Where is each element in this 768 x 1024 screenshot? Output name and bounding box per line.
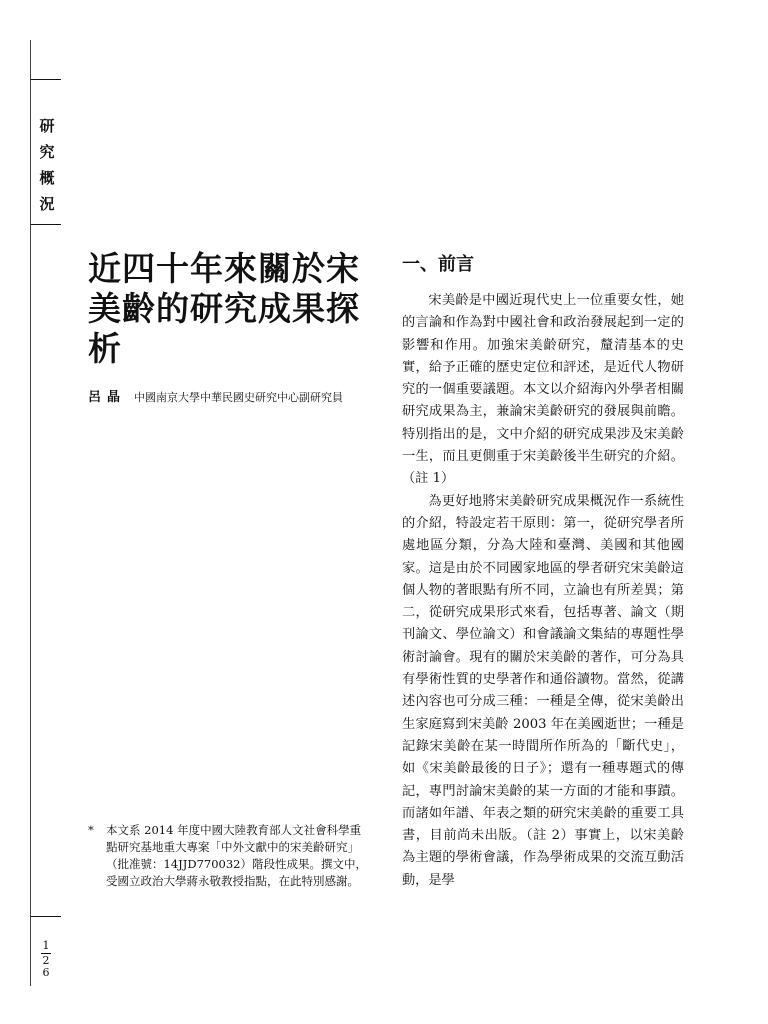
- footnote: [88, 822, 368, 890]
- body-text: [402, 290, 684, 892]
- footnote-text: 本文系 2014 年度中國大陸教育部人文社會科學重點研究基地重大專案「中外文獻中的宋美齡研究」（批准號：14JJD770032）階段性成果。撰文中，受國立政治大學蔣永敬教授指點，在此特別感謝。: [106, 823, 367, 888]
- section-label: [37, 113, 57, 217]
- page-digit: 1: [42, 939, 50, 952]
- paragraph: 宋美齡是中國近現代史上一位重要女性，她的言論和作為對中國社會和政治發展起到一定的影響和作用。加強宋美齡研究，釐清基本的史實，給予正確的歷史定位和評述，是近代人物研究的一個重要議題。本文以介紹海內外學者相關研究成果為主，兼論宋美齡研究的發展與前瞻。特別指出的是，文中介紹的研究成果涉及宋美齡一生，而且更側重于宋美齡後半生研究的介紹。（註 1）: [402, 293, 684, 487]
- section-label-char: 況: [39, 195, 55, 213]
- author-line: [88, 390, 388, 406]
- section-heading: 一、前言: [402, 254, 474, 275]
- author-name: 呂晶: [88, 390, 127, 405]
- section-label-char: 概: [39, 169, 55, 187]
- left-margin: [30, 40, 67, 986]
- page-digit: 2: [42, 954, 50, 967]
- margin-rule-bottom: [31, 916, 61, 917]
- section-label-char: 究: [39, 143, 55, 161]
- page-number: [39, 940, 53, 979]
- paragraph: 為更好地將宋美齡研究成果概況作一系統性的介紹，特設定若干原則：第一，從研究學者所處地區分類，分為大陸和臺灣、美國和其他國家。這是由於不同國家地區的學者研究宋美齡這個人物的著眼點有所不同，立論也有所差異；第二，從研究成果形式來看，包括專著、論文（期刊論文、學位論文）和會議論文集結的專題性學術討論會。現有的關於宋美齡的著作，可分為具有學術性質的史學著作和通俗讀物。當然，從講述內容也可分成三種：一種是全傳，從宋美齡出生家庭寫到宋美齡 2003 年在美國逝世；一種是記錄宋美齡在某一時間所作所為的「斷代史」，如《宋美齡最後的日子》；還有一種專題式的傳記，專門討論宋美齡的某一方面的才能和事蹟。而諸如年譜、年表之類的研究宋美齡的重要工具書，目前尚未出版。（註 2）事實上，以宋美齡為主題的學術會議，作為學術成果的交流互動活動，是學: [402, 493, 684, 888]
- author-affiliation: 中國南京大學中華民國史研究中心副研究員: [134, 391, 344, 404]
- article-title: 近四十年來關於宋美齡的研究成果探析: [88, 249, 360, 368]
- margin-rule-top: [31, 79, 61, 80]
- margin-rule-mid: [31, 224, 61, 225]
- footnote-mark: *: [88, 823, 94, 837]
- section-label-char: 研: [39, 117, 55, 135]
- page-digit: 6: [42, 966, 50, 979]
